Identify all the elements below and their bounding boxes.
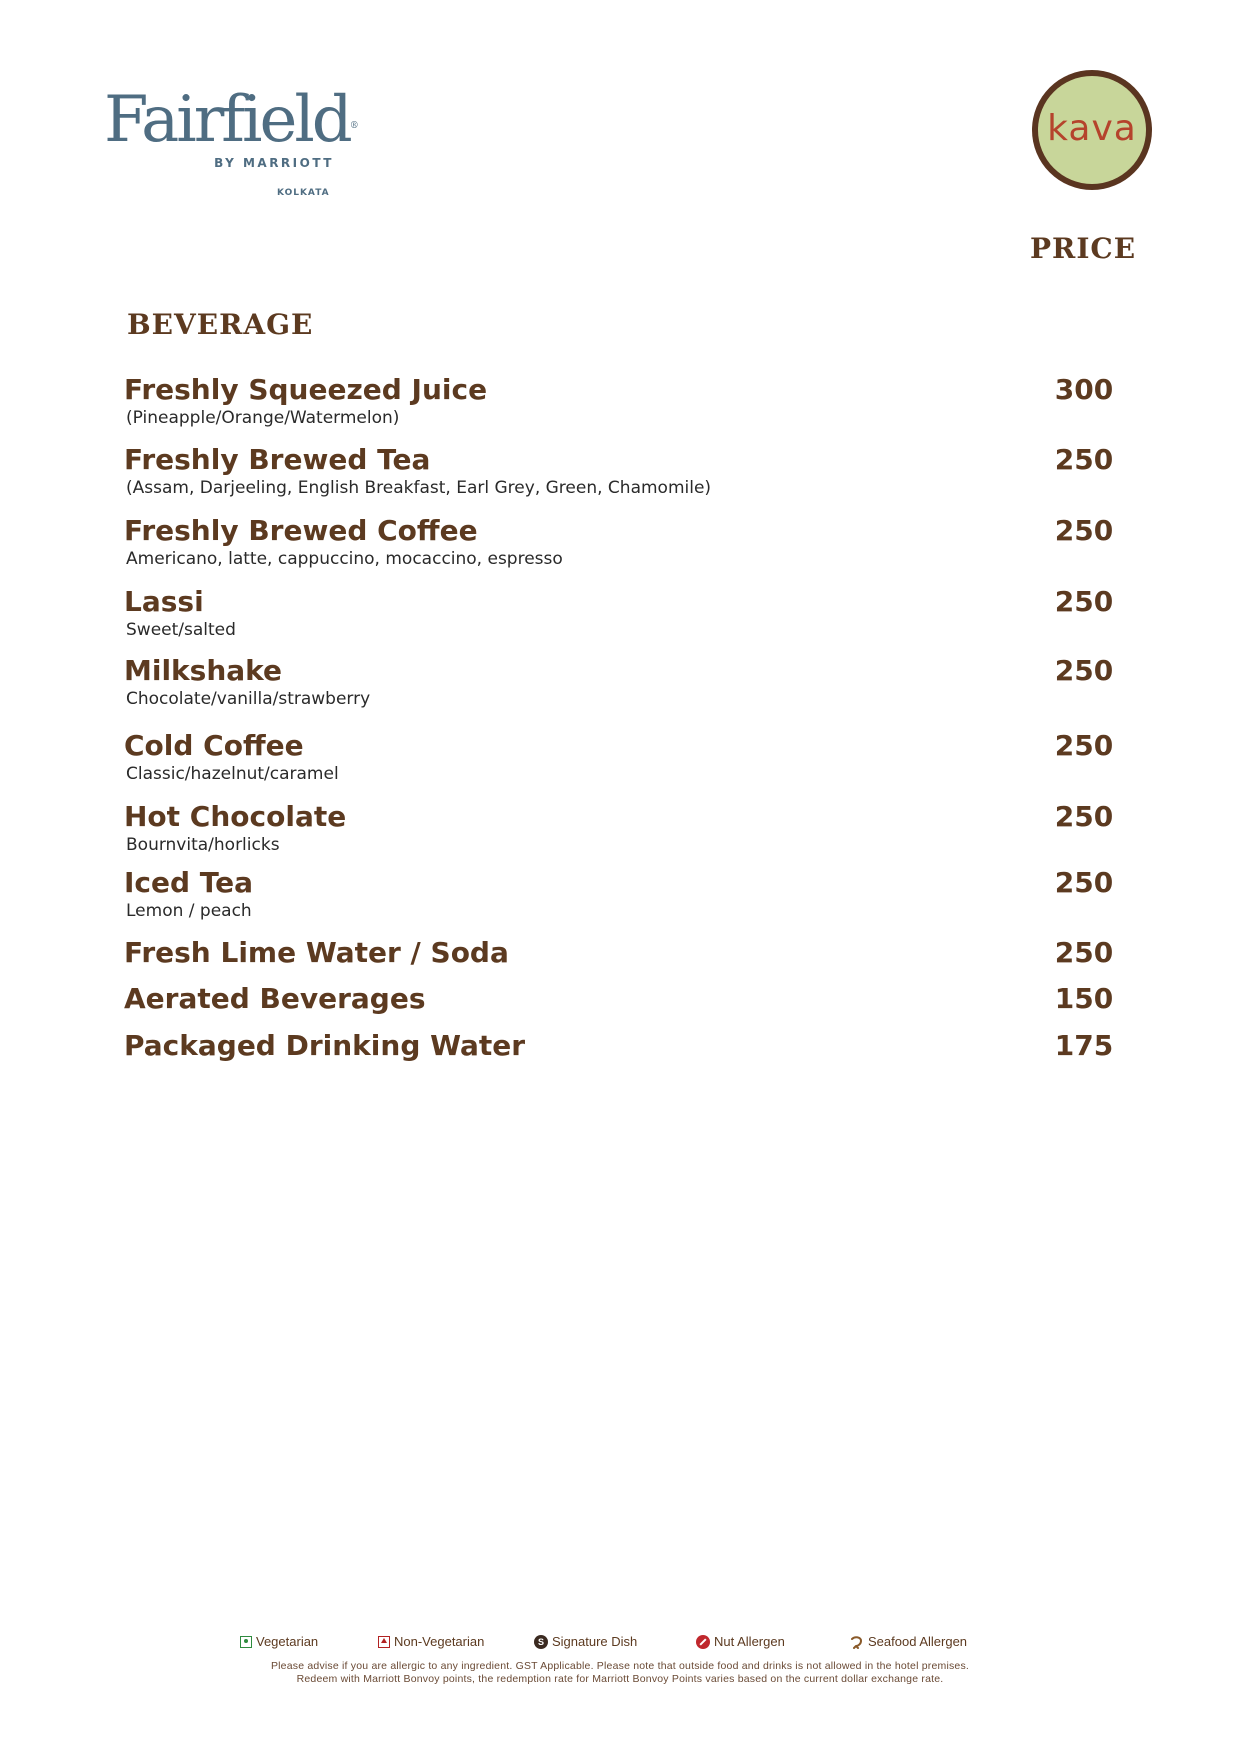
legend-label: Nut Allergen xyxy=(714,1634,785,1649)
item-name: Freshly Squeezed Juice xyxy=(124,373,488,406)
menu-item xyxy=(124,866,1124,922)
item-price: 250 xyxy=(1054,866,1114,899)
item-price: 250 xyxy=(1054,514,1114,547)
legend-signature xyxy=(534,1634,637,1649)
kava-logo xyxy=(1032,70,1152,190)
item-price: 175 xyxy=(1054,1029,1114,1062)
menu-item xyxy=(124,800,1124,856)
item-description: Lemon / peach xyxy=(126,901,252,921)
legend-label: Seafood Allergen xyxy=(868,1634,968,1649)
item-description: Americano, latte, cappuccino, mocaccino, espresso xyxy=(126,549,563,569)
menu-item xyxy=(124,936,1124,970)
item-name: Hot Chocolate xyxy=(124,800,347,833)
item-name: Freshly Brewed Tea xyxy=(124,443,431,476)
item-price: 250 xyxy=(1054,585,1114,618)
legend-nut-allergen xyxy=(696,1634,785,1649)
item-description: (Pineapple/Orange/Watermelon) xyxy=(126,408,400,428)
nut-allergen-icon xyxy=(696,1635,710,1649)
kava-logo-inner xyxy=(1038,76,1146,184)
registered-mark: ® xyxy=(349,121,359,131)
item-description: Sweet/salted xyxy=(126,620,236,640)
menu-item xyxy=(124,1029,1124,1063)
item-price: 250 xyxy=(1054,443,1114,476)
menu-item xyxy=(124,654,1124,710)
item-description: Chocolate/vanilla/strawberry xyxy=(126,689,371,709)
legend-vegetarian xyxy=(240,1634,318,1649)
brand-name xyxy=(104,83,359,157)
section-title: BEVERAGE xyxy=(127,308,314,341)
legend-seafood-allergen xyxy=(850,1634,967,1649)
item-name: Packaged Drinking Water xyxy=(124,1029,526,1062)
menu-item xyxy=(124,514,1124,570)
brand-sub: BY MARRIOTT xyxy=(214,156,334,170)
item-name: Iced Tea xyxy=(124,866,254,899)
disclaimer-line: Please advise if you are allergic to any ingredient. GST Applicable. Please note that outside food and drinks is not allowed in the hotel premises. xyxy=(270,1660,970,1672)
price-heading: PRICE xyxy=(1030,232,1137,265)
legend-label: Signature Dish xyxy=(552,1634,638,1649)
item-price: 250 xyxy=(1054,654,1114,687)
item-name: Lassi xyxy=(124,585,204,618)
legend-non-vegetarian xyxy=(378,1634,484,1649)
item-name: Cold Coffee xyxy=(124,729,304,762)
menu-item xyxy=(124,443,1124,499)
item-price: 300 xyxy=(1054,373,1114,406)
fairfield-logo xyxy=(104,83,359,170)
footer-disclaimer xyxy=(0,1660,1240,1686)
seafood-allergen-icon xyxy=(850,1635,864,1649)
non-vegetarian-icon xyxy=(378,1636,390,1648)
item-name: Freshly Brewed Coffee xyxy=(124,514,478,547)
vegetarian-icon xyxy=(240,1636,252,1648)
item-description: Bournvita/horlicks xyxy=(126,835,280,855)
menu-item xyxy=(124,585,1124,641)
item-name: Aerated Beverages xyxy=(124,982,426,1015)
menu-item xyxy=(124,373,1124,429)
legend-label: Vegetarian xyxy=(256,1634,319,1649)
item-price: 150 xyxy=(1054,982,1114,1015)
item-name: Fresh Lime Water / Soda xyxy=(124,936,509,969)
shrimp-icon xyxy=(850,1635,864,1649)
brand-city: KOLKATA xyxy=(277,188,330,198)
brand-name-text: Fairfield xyxy=(104,83,350,157)
item-name: Milkshake xyxy=(124,654,283,687)
dietary-legend xyxy=(238,1634,998,1654)
item-price: 250 xyxy=(1054,729,1114,762)
disclaimer-line: Redeem with Marriott Bonvoy points, the redemption rate for Marriott Bonvoy Points varies based on the current dollar exchange rate. xyxy=(296,1673,944,1685)
menu-item xyxy=(124,729,1124,785)
item-description: (Assam, Darjeeling, English Breakfast, Earl Grey, Green, Chamomile) xyxy=(126,478,712,498)
item-price: 250 xyxy=(1054,936,1114,969)
legend-label: Non-Vegetarian xyxy=(394,1634,485,1649)
item-description: Classic/hazelnut/caramel xyxy=(126,764,339,784)
item-price: 250 xyxy=(1054,800,1114,833)
kava-logo-text: kava xyxy=(1047,107,1137,149)
signature-icon: S xyxy=(534,1635,548,1649)
menu-item xyxy=(124,982,1124,1016)
